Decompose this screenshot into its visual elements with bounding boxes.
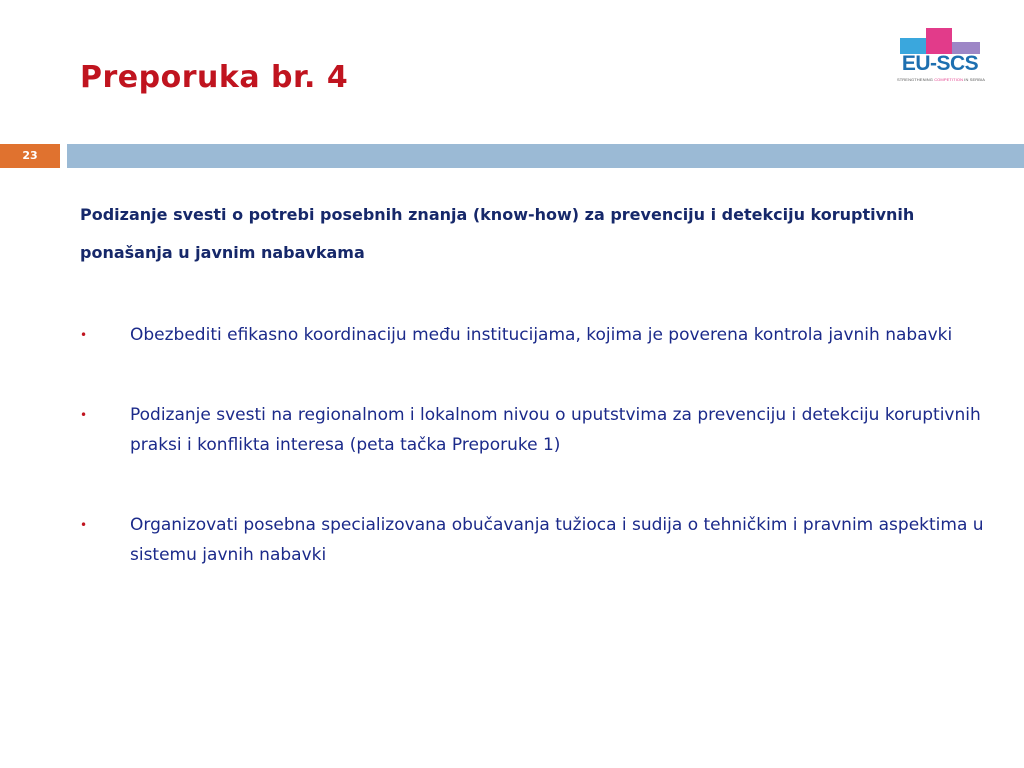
bullet-marker: • xyxy=(80,518,88,532)
slide-title: Preporuka br. 4 xyxy=(80,60,349,95)
slide-subtitle: Podizanje svesti o potrebi posebnih znanja (know-how) za prevenciju i detekciju koruptivnih ponašanja u javnim nabavkama xyxy=(80,205,915,262)
logo-pink-block xyxy=(926,28,952,54)
bullet-text: Obezbediti efikasno koordinaciju među institucijama, kojima je poverena kontrola javnih nabavki xyxy=(130,325,953,345)
logo-tagline-highlight: COMPETITION xyxy=(934,77,964,82)
eu-scs-logo xyxy=(897,26,983,88)
slide-number: 23 xyxy=(0,144,60,168)
bullet-text: Podizanje svesti na regionalnom i lokalnom nivou o uputstvima za prevenciju i detekciju koruptivnih praksi i konflikta interesa (peta tačka Preporuke 1) xyxy=(130,405,981,455)
bullet-item xyxy=(80,400,990,460)
header-bar xyxy=(67,144,1024,168)
logo-tagline-pre: STRENGTHENING xyxy=(897,77,935,82)
logo-tagline xyxy=(897,77,983,82)
bullet-marker: • xyxy=(80,328,88,342)
logo-tagline-post: IN SERBIA xyxy=(963,77,985,82)
bullet-item xyxy=(80,320,990,350)
logo-text: EU-SCS xyxy=(901,52,979,75)
bullet-marker: • xyxy=(80,408,88,422)
bullet-text: Organizovati posebna specializovana obučavanja tužioca i sudija o tehničkim i pravnim aspektima u sistemu javnih nabavki xyxy=(130,515,984,565)
bullet-item xyxy=(80,510,990,570)
bullet-list xyxy=(80,320,990,620)
